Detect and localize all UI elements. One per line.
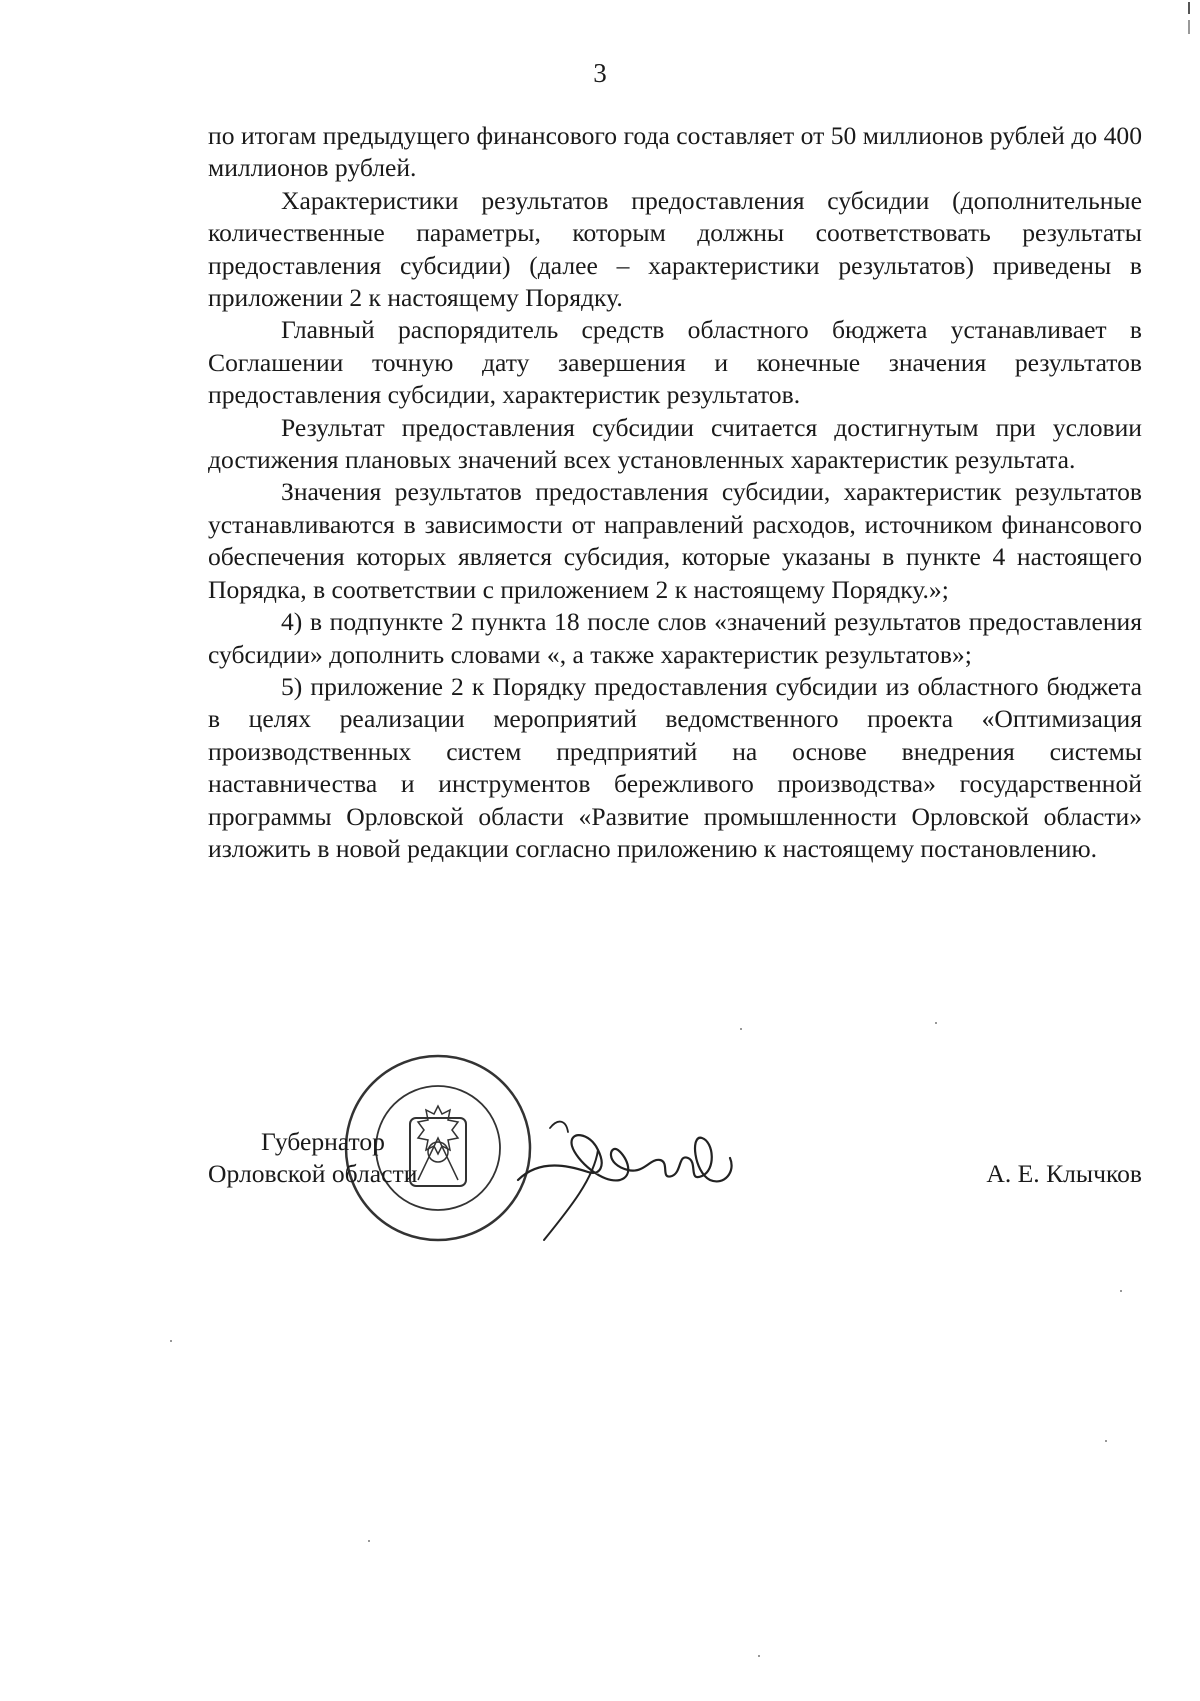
paragraph-characteristics: Характеристики результатов предоставления субсидии (дополнительные количественные параметры, которым должны соответствовать результаты предоставления субсидии) (далее – характеристики результатов) приведены в приложении 2 к настоящему Порядку. [208,185,1142,313]
paragraph-main-administrator: Главный распорядитель средств областного бюджета устанавливает в Соглашении точную дату завершения и конечные значения результатов предоставления субсидии, характеристик результатов. [208,315,1142,410]
paragraph-item-4: 4) в подпункте 2 пункта 18 после слов «значений результатов предоставления субсидии» дополнить словами «, а также характеристик результатов»; [208,607,1142,669]
paragraph-item-5: 5) приложение 2 к Порядку предоставления субсидии из областного бюджета в целях реализации мероприятий ведомственного проекта «Оптимизация производственных систем предприятий на основе внедрения системы наставничества и инструментов бережливого производства» государственной программы Орловской области «Развитие промышленности Орловской области» изложить в новой редакции согласно приложению к настоящему постановлению. [208,671,1142,863]
handwritten-signature [510,1088,750,1248]
page-number: 3 [593,58,607,88]
signatory-title-line2: Орловской области [208,1159,418,1189]
paragraph-result-achieved: Результат предоставления субсидии считается достигнутым при условии достижения плановых значений всех установленных характеристик результата. [208,412,1142,475]
scan-speck [1120,1290,1122,1292]
signatory-title [208,1126,417,1191]
scan-speck [758,1655,760,1657]
scan-speck [368,1540,370,1542]
scan-speck [935,1022,937,1024]
scan-speck [170,1340,172,1342]
signatory-name: А. Е. Клычков [986,1159,1142,1188]
signatory-title-line1: Губернатор [261,1127,385,1156]
paragraph-result-values: Значения результатов предоставления субсидии, характеристик результатов устанавливаются в зависимости от направлений расходов, источником финансового обеспечения которых является субсидия, которые указаны в пункте 4 настоящего Порядка, в соответствии с приложением 2 к настоящему Порядку.»; [208,477,1142,604]
scan-speck [1105,1440,1107,1442]
margin-mark [1186,0,1192,40]
document-body [208,120,1142,865]
paragraph-continuation: по итогам предыдущего финансового года составляет от 50 миллионов рублей до 400 миллионов рублей. [208,121,1142,183]
scan-speck [740,1028,742,1030]
